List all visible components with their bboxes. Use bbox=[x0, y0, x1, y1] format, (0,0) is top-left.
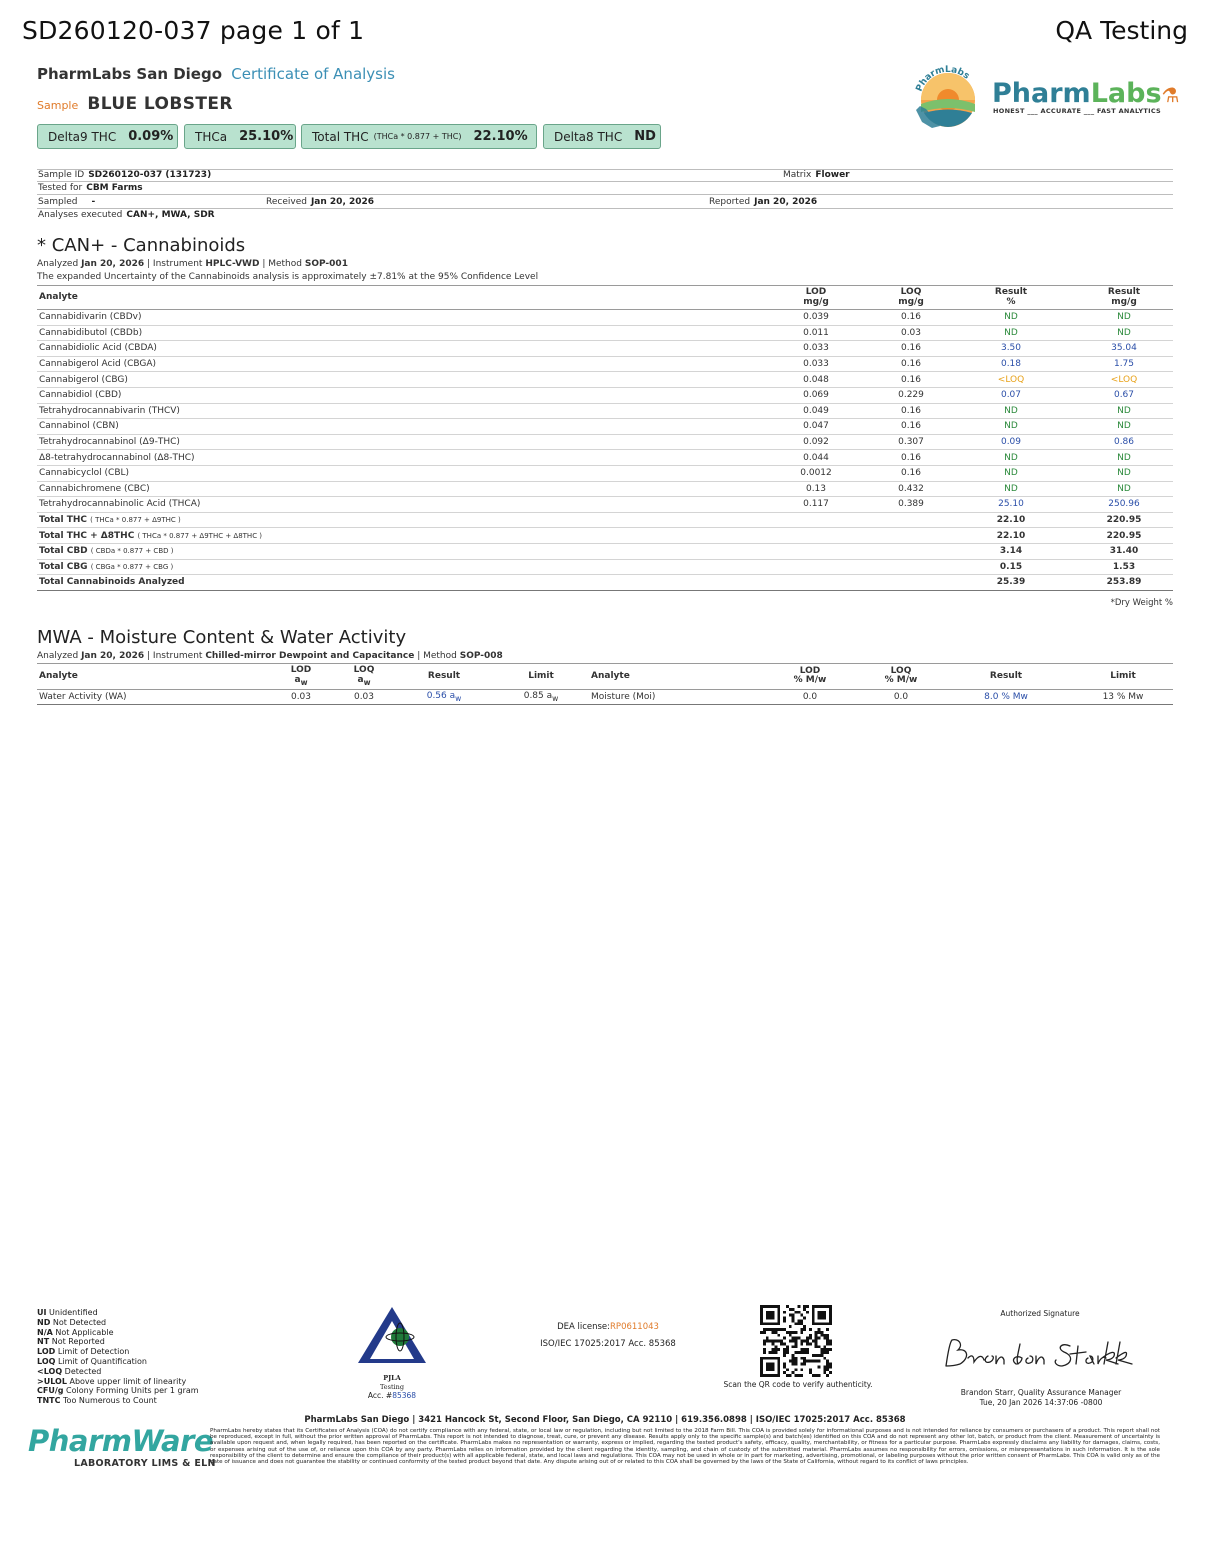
result-pct: 0.07 bbox=[947, 387, 1075, 403]
signature-label: Authorized Signature bbox=[1000, 1309, 1080, 1318]
total-row bbox=[37, 559, 1173, 575]
received: Received Jan 20, 2026 bbox=[266, 197, 375, 207]
legend-item: TNTC Too Numerous to Count bbox=[37, 1396, 157, 1406]
uncertainty-note: The expanded Uncertainty of the Cannabinoids analysis is approximately ±7.81% at the 95% Confidence Level bbox=[37, 272, 539, 282]
table-header bbox=[37, 286, 1173, 310]
analyte-name: Cannabichromene (CBC) bbox=[37, 481, 757, 497]
summary-pill-delta9 bbox=[37, 124, 178, 149]
pill-label: Delta9 THC bbox=[48, 129, 117, 144]
lod-value: 0.0012 bbox=[757, 465, 875, 481]
result-mg: ND bbox=[1075, 419, 1173, 435]
analyte-name: Cannabidivarin (CBDv) bbox=[37, 310, 757, 326]
legend-item: NT Not Reported bbox=[37, 1337, 105, 1347]
total-mg: 253.89 bbox=[1075, 575, 1173, 591]
analyte-name: Tetrahydrocannabivarin (THCV) bbox=[37, 403, 757, 419]
qr-code[interactable] bbox=[760, 1305, 832, 1377]
table-header bbox=[37, 664, 1173, 690]
lab-name: PharmLabs San Diego bbox=[37, 65, 223, 83]
total-pct: 25.39 bbox=[947, 575, 1075, 591]
col-analyte: Analyte bbox=[37, 286, 757, 310]
cannabinoids-table bbox=[37, 285, 1173, 591]
moisture-section-title: MWA - Moisture Content & Water Activity bbox=[37, 627, 407, 648]
lod-value: 0.047 bbox=[757, 419, 875, 435]
lod-value: 0.039 bbox=[757, 310, 875, 326]
pjla-accreditation: Testing Acc. #85368 bbox=[367, 1383, 417, 1400]
lod-value: 0.011 bbox=[757, 325, 875, 341]
result-mg: 0.86 bbox=[1075, 434, 1173, 450]
table-row bbox=[37, 465, 1173, 481]
legend-item: <LOQ Detected bbox=[37, 1366, 102, 1376]
col-lod: LOD $a_w$ bbox=[269, 664, 333, 690]
loq-value: 0.307 bbox=[875, 434, 947, 450]
col-analyte: Analyte bbox=[37, 664, 269, 690]
lod-value: 0.092 bbox=[757, 434, 875, 450]
col-result-2: Result bbox=[939, 664, 1073, 690]
pjla-name: PJLA bbox=[383, 1374, 401, 1382]
total-mg: 220.95 bbox=[1075, 528, 1173, 544]
result-mg: ND bbox=[1075, 310, 1173, 326]
document-type: Certificate of Analysis bbox=[231, 65, 395, 83]
pill-formula: (THCa * 0.877 + THC) bbox=[373, 132, 462, 141]
pharmware-logo: PharmWare bbox=[28, 1424, 214, 1458]
result-pct: 3.50 bbox=[947, 341, 1075, 357]
handwritten-signature bbox=[938, 1330, 1143, 1376]
cannabinoids-analysis-meta: Analyzed Jan 20, 2026 | Instrument HPLC-VWD | Method SOP-001 bbox=[37, 259, 348, 269]
result-pct: ND bbox=[947, 419, 1075, 435]
loq-value: 0.16 bbox=[875, 419, 947, 435]
qa-testing-title: QA Testing bbox=[1055, 16, 1188, 45]
pill-value: 0.09% bbox=[128, 129, 174, 144]
lab-title bbox=[37, 65, 395, 83]
loq-value: 0.389 bbox=[875, 497, 947, 513]
analyte-name: Cannabigerol Acid (CBGA) bbox=[37, 356, 757, 372]
total-row bbox=[37, 528, 1173, 544]
pill-value: ND bbox=[634, 129, 656, 144]
logo-wordmark: PharmLabs⚗ bbox=[992, 78, 1180, 109]
result-pct: 25.10 bbox=[947, 497, 1075, 513]
lod-value: 0.117 bbox=[757, 497, 875, 513]
table-row: Water Activity (WA) 0.03 0.03 0.56 $a_w$ 0.85 $a_w$ Moisture (Moi) 0.0 0.0 8.0 % Mw 13 % Mw bbox=[37, 689, 1173, 705]
total-pct: 22.10 bbox=[947, 512, 1075, 528]
total-row bbox=[37, 543, 1173, 559]
divider bbox=[37, 208, 1173, 209]
table-row bbox=[37, 387, 1173, 403]
result-pct: ND bbox=[947, 403, 1075, 419]
col-result-pct: Result % bbox=[947, 286, 1075, 310]
result-mg: 250.96 bbox=[1075, 497, 1173, 513]
result-pct: ND bbox=[947, 325, 1075, 341]
result-mg: ND bbox=[1075, 325, 1173, 341]
result-mg: ND bbox=[1075, 450, 1173, 466]
iso-accreditation: ISO/IEC 17025:2017 Acc. 85368 bbox=[540, 1339, 676, 1349]
table-row bbox=[37, 372, 1173, 388]
pjla-accreditation-logo bbox=[356, 1305, 428, 1365]
divider bbox=[37, 194, 1173, 195]
total-row bbox=[37, 575, 1173, 591]
lod-value: 0.044 bbox=[757, 450, 875, 466]
col-loq: LOQ $a_w$ bbox=[333, 664, 395, 690]
loq-value: 0.16 bbox=[875, 450, 947, 466]
lod-value: 0.048 bbox=[757, 372, 875, 388]
dea-license: DEA license:RP0611043 bbox=[557, 1322, 659, 1332]
legend-item: >ULOL Above upper limit of linearity bbox=[37, 1376, 187, 1386]
analyte-name: Cannabicyclol (CBL) bbox=[37, 465, 757, 481]
lab-address: PharmLabs San Diego | 3421 Hancock St, Second Floor, San Diego, CA 92110 | 619.356.0898 | ISO/IEC 17025:2017 Acc. 85368 bbox=[304, 1415, 906, 1425]
matrix: Matrix Flower bbox=[783, 170, 850, 180]
col-loq-2: LOQ % M/w bbox=[863, 664, 939, 690]
loq-value: 0.16 bbox=[875, 356, 947, 372]
lod-value: 0.069 bbox=[757, 387, 875, 403]
legend-item: CFU/g Colony Forming Units per 1 gram bbox=[37, 1386, 199, 1396]
result-pct: ND bbox=[947, 450, 1075, 466]
analyte-name: Cannabidiol (CBD) bbox=[37, 387, 757, 403]
result-mg: ND bbox=[1075, 403, 1173, 419]
total-pct: 3.14 bbox=[947, 543, 1075, 559]
reported: Reported Jan 20, 2026 bbox=[709, 197, 818, 207]
pharmware-subtitle: LABORATORY LIMS & ELN bbox=[74, 1458, 216, 1469]
total-pct: 0.15 bbox=[947, 559, 1075, 575]
legend-item: UI Unidentified bbox=[37, 1308, 98, 1317]
total-mg: 31.40 bbox=[1075, 543, 1173, 559]
pill-value: 25.10% bbox=[239, 129, 294, 144]
tested-for: Tested for CBM Farms bbox=[38, 183, 143, 193]
pill-label: Total THC bbox=[312, 129, 369, 144]
sample-name: BLUE LOBSTER bbox=[87, 94, 233, 114]
table-row bbox=[37, 403, 1173, 419]
legend-item: ND Not Detected bbox=[37, 1317, 107, 1327]
legend-item: N/A Not Applicable bbox=[37, 1327, 114, 1337]
lod-value: 0.033 bbox=[757, 341, 875, 357]
total-mg: 220.95 bbox=[1075, 512, 1173, 528]
analyses-executed: Analyses executed CAN+, MWA, SDR bbox=[38, 210, 215, 220]
total-name: Total CBD ( CBDa * 0.877 + CBD ) bbox=[37, 543, 757, 559]
summary-pill-delta8 bbox=[543, 124, 661, 149]
loq-value: 0.16 bbox=[875, 372, 947, 388]
table-row bbox=[37, 434, 1173, 450]
table-row bbox=[37, 450, 1173, 466]
total-name: Total THC + Δ8THC ( THCa * 0.877 + Δ9THC + Δ8THC ) bbox=[37, 528, 757, 544]
loq-value: 0.16 bbox=[875, 403, 947, 419]
analyte-name: Cannabidibutol (CBDb) bbox=[37, 325, 757, 341]
lod-value: 0.033 bbox=[757, 356, 875, 372]
total-name: Total CBG ( CBGa * 0.877 + CBG ) bbox=[37, 559, 757, 575]
analyte-name: Cannabinol (CBN) bbox=[37, 419, 757, 435]
legend-item: LOD Limit of Detection bbox=[37, 1347, 130, 1357]
result-pct: ND bbox=[947, 481, 1075, 497]
lod-value: 0.049 bbox=[757, 403, 875, 419]
total-row bbox=[37, 512, 1173, 528]
sample-label: Sample bbox=[37, 99, 79, 112]
page-title: SD260120-037 page 1 of 1 bbox=[22, 16, 365, 45]
col-limit: Limit bbox=[493, 664, 589, 690]
sample-id: Sample ID SD260120-037 (131723) bbox=[38, 170, 212, 180]
analyte-name: Tetrahydrocannabinol (Δ9-THC) bbox=[37, 434, 757, 450]
loq-value: 0.16 bbox=[875, 310, 947, 326]
flask-icon: ⚗ bbox=[1161, 83, 1180, 107]
result-mg: 35.04 bbox=[1075, 341, 1173, 357]
table-row bbox=[37, 325, 1173, 341]
col-lod: LOD mg/g bbox=[757, 286, 875, 310]
loq-value: 0.229 bbox=[875, 387, 947, 403]
table-row bbox=[37, 310, 1173, 326]
loq-value: 0.16 bbox=[875, 341, 947, 357]
col-lod-2: LOD % M/w bbox=[757, 664, 863, 690]
col-result: Result bbox=[395, 664, 493, 690]
qr-caption: Scan the QR code to verify authenticity. bbox=[723, 1380, 873, 1389]
result-mg: ND bbox=[1075, 465, 1173, 481]
result-mg: <LOQ bbox=[1075, 372, 1173, 388]
result-pct: ND bbox=[947, 310, 1075, 326]
lod-value: 0.13 bbox=[757, 481, 875, 497]
sample-title bbox=[37, 94, 233, 114]
analyte-name: Cannabigerol (CBG) bbox=[37, 372, 757, 388]
table-row bbox=[37, 341, 1173, 357]
result-pct: <LOQ bbox=[947, 372, 1075, 388]
table-row bbox=[37, 497, 1173, 513]
result-pct: ND bbox=[947, 465, 1075, 481]
result-mg: ND bbox=[1075, 481, 1173, 497]
moisture-table bbox=[37, 663, 1173, 705]
abbreviation-legend bbox=[37, 1308, 199, 1406]
sampled: Sampled - bbox=[38, 197, 96, 207]
loq-value: 0.432 bbox=[875, 481, 947, 497]
loq-value: 0.16 bbox=[875, 465, 947, 481]
table-row bbox=[37, 356, 1173, 372]
loq-value: 0.03 bbox=[875, 325, 947, 341]
pill-value: 22.10% bbox=[473, 129, 528, 144]
total-name: Total THC ( THCa * 0.877 + Δ9THC ) bbox=[37, 512, 757, 528]
col-loq: LOQ mg/g bbox=[875, 286, 947, 310]
analyte-name: Δ8-tetrahydrocannabinol (Δ8-THC) bbox=[37, 450, 757, 466]
total-pct: 22.10 bbox=[947, 528, 1075, 544]
dry-weight-note: *Dry Weight % bbox=[1110, 598, 1173, 608]
summary-pill-thca bbox=[184, 124, 296, 149]
legend-item: LOQ Limit of Quantification bbox=[37, 1356, 147, 1366]
result-mg: 0.67 bbox=[1075, 387, 1173, 403]
signer: Brandon Starr, Quality Assurance Manager Tue, 20 Jan 2026 14:37:06 -0800 bbox=[960, 1388, 1122, 1407]
pill-label: THCa bbox=[195, 129, 228, 144]
analyte-name: Cannabidiolic Acid (CBDA) bbox=[37, 341, 757, 357]
pill-label: Delta8 THC bbox=[554, 129, 623, 144]
col-analyte-2: Analyte bbox=[589, 664, 757, 690]
result-pct: 0.09 bbox=[947, 434, 1075, 450]
svg-text:PharmLabs: PharmLabs bbox=[914, 64, 972, 94]
cannabinoids-section-title: * CAN+ - Cannabinoids bbox=[37, 235, 246, 256]
legal-disclaimer: PharmLabs hereby states that its Certificates of Analysis (COA) do not certify compliance with any federal, state, or local law or regulation, including but not limited to the 2018 Farm Bill. This COA is provided solely for informational purposes and is not intended for reliance by consumers or purchasers of a product. This report shall not be reproduced, except in full, without the prior written approval of PharmLabs. This report is not intended to diagnose, treat, cure, or prevent any disease. Results apply only to the specific sample(s) and batch(es) identified on this COA and do not represent any other lot, batch, or product from the client. Measurement of uncertainty is available upon request and, when legally required, has been reported on the certificate. PharmLabs makes no representation or warranty, express or implied, regarding the tested product's safety, efficacy, quality, merchantability, or fitness for a particular purpose. PharmLabs expressly disclaims any liability for damages, claims, costs, or expenses arising out of the use of, or reliance upon this COA by any party. PharmLabs relies on information provided by the client regarding the identity, sampling, and chain of custody of the submitted material. PharmLabs assumes no responsibility for errors, omissions, or misrepresentations in such information. It is the sole responsibility of the client to determine and ensure the compliance of their product(s) with all applicable federal, state, and local laws and regulations. This COA may not be used in whole or in part for marketing, advertising, promotional, or labeling purposes without the prior written consent of PharmLabs. This COA is valid only as of the date of issuance and does not guarantee the stability or continued conformity of the tested product beyond that date. Any dispute arising out of or related to this COA shall be governed by the laws of the State of California, without regard to its conflict of laws principles. bbox=[210, 1428, 1160, 1466]
col-result-mg: Result mg/g bbox=[1075, 286, 1173, 310]
summary-pill-total-thc bbox=[301, 124, 537, 149]
table-row bbox=[37, 419, 1173, 435]
result-pct: 0.18 bbox=[947, 356, 1075, 372]
moisture-analysis-meta: Analyzed Jan 20, 2026 | Instrument Chilled-mirror Dewpoint and Capacitance | Method SOP-008 bbox=[37, 651, 503, 661]
divider bbox=[37, 181, 1173, 182]
result-mg: 1.75 bbox=[1075, 356, 1173, 372]
col-limit-2: Limit bbox=[1073, 664, 1173, 690]
total-name: Total Cannabinoids Analyzed bbox=[37, 575, 757, 591]
logo-tagline: HONEST ___ ACCURATE ___ FAST ANALYTICS bbox=[993, 107, 1162, 115]
table-row bbox=[37, 481, 1173, 497]
total-mg: 1.53 bbox=[1075, 559, 1173, 575]
analyte-name: Tetrahydrocannabinolic Acid (THCA) bbox=[37, 497, 757, 513]
